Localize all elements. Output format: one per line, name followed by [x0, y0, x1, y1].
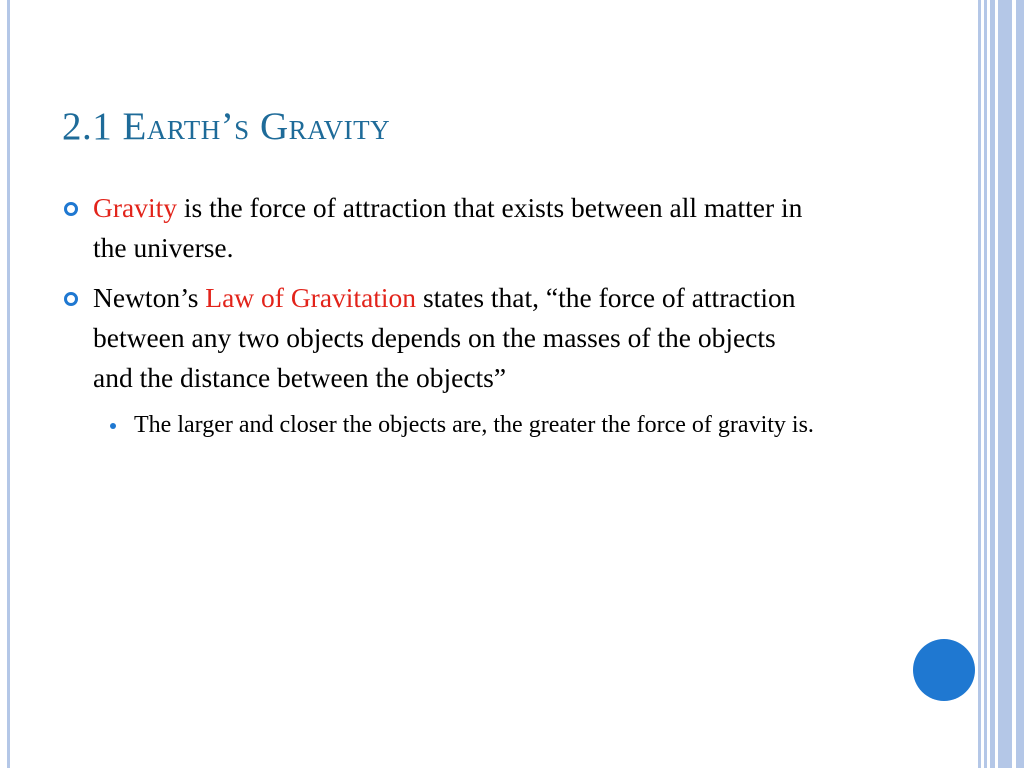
right-border-stripe: [978, 0, 981, 768]
right-border-stripe: [1016, 0, 1024, 768]
left-border-line: [7, 0, 10, 768]
bullet-text: states that, “the force of attraction between any two objects depends on the masses of the objects and the distance between the objects”: [93, 282, 796, 393]
ring-bullet-icon: [64, 292, 78, 306]
blue-circle-icon: [913, 639, 975, 701]
right-border-stripe: [990, 0, 995, 768]
dot-bullet-icon: [110, 423, 116, 429]
bullet-item: [62, 278, 822, 398]
bullet-item: [62, 188, 822, 268]
slide-title: 2.1 Earth’s Gravity: [62, 105, 391, 148]
highlighted-term: Gravity: [93, 192, 178, 223]
sub-bullet-text: The larger and closer the objects are, the greater the force of gravity is.: [134, 412, 814, 438]
slide-content: [62, 188, 822, 442]
ring-bullet-icon: [64, 202, 78, 216]
bullet-text-prefix: Newton’s: [93, 282, 206, 313]
right-border-stripe: [984, 0, 987, 768]
right-border-stripe: [998, 0, 1012, 768]
bullet-text: is the force of attraction that exists between all matter in the universe.: [93, 192, 803, 263]
sub-bullet-item: [62, 408, 854, 442]
highlighted-term: Law of Gravitation: [205, 282, 417, 313]
